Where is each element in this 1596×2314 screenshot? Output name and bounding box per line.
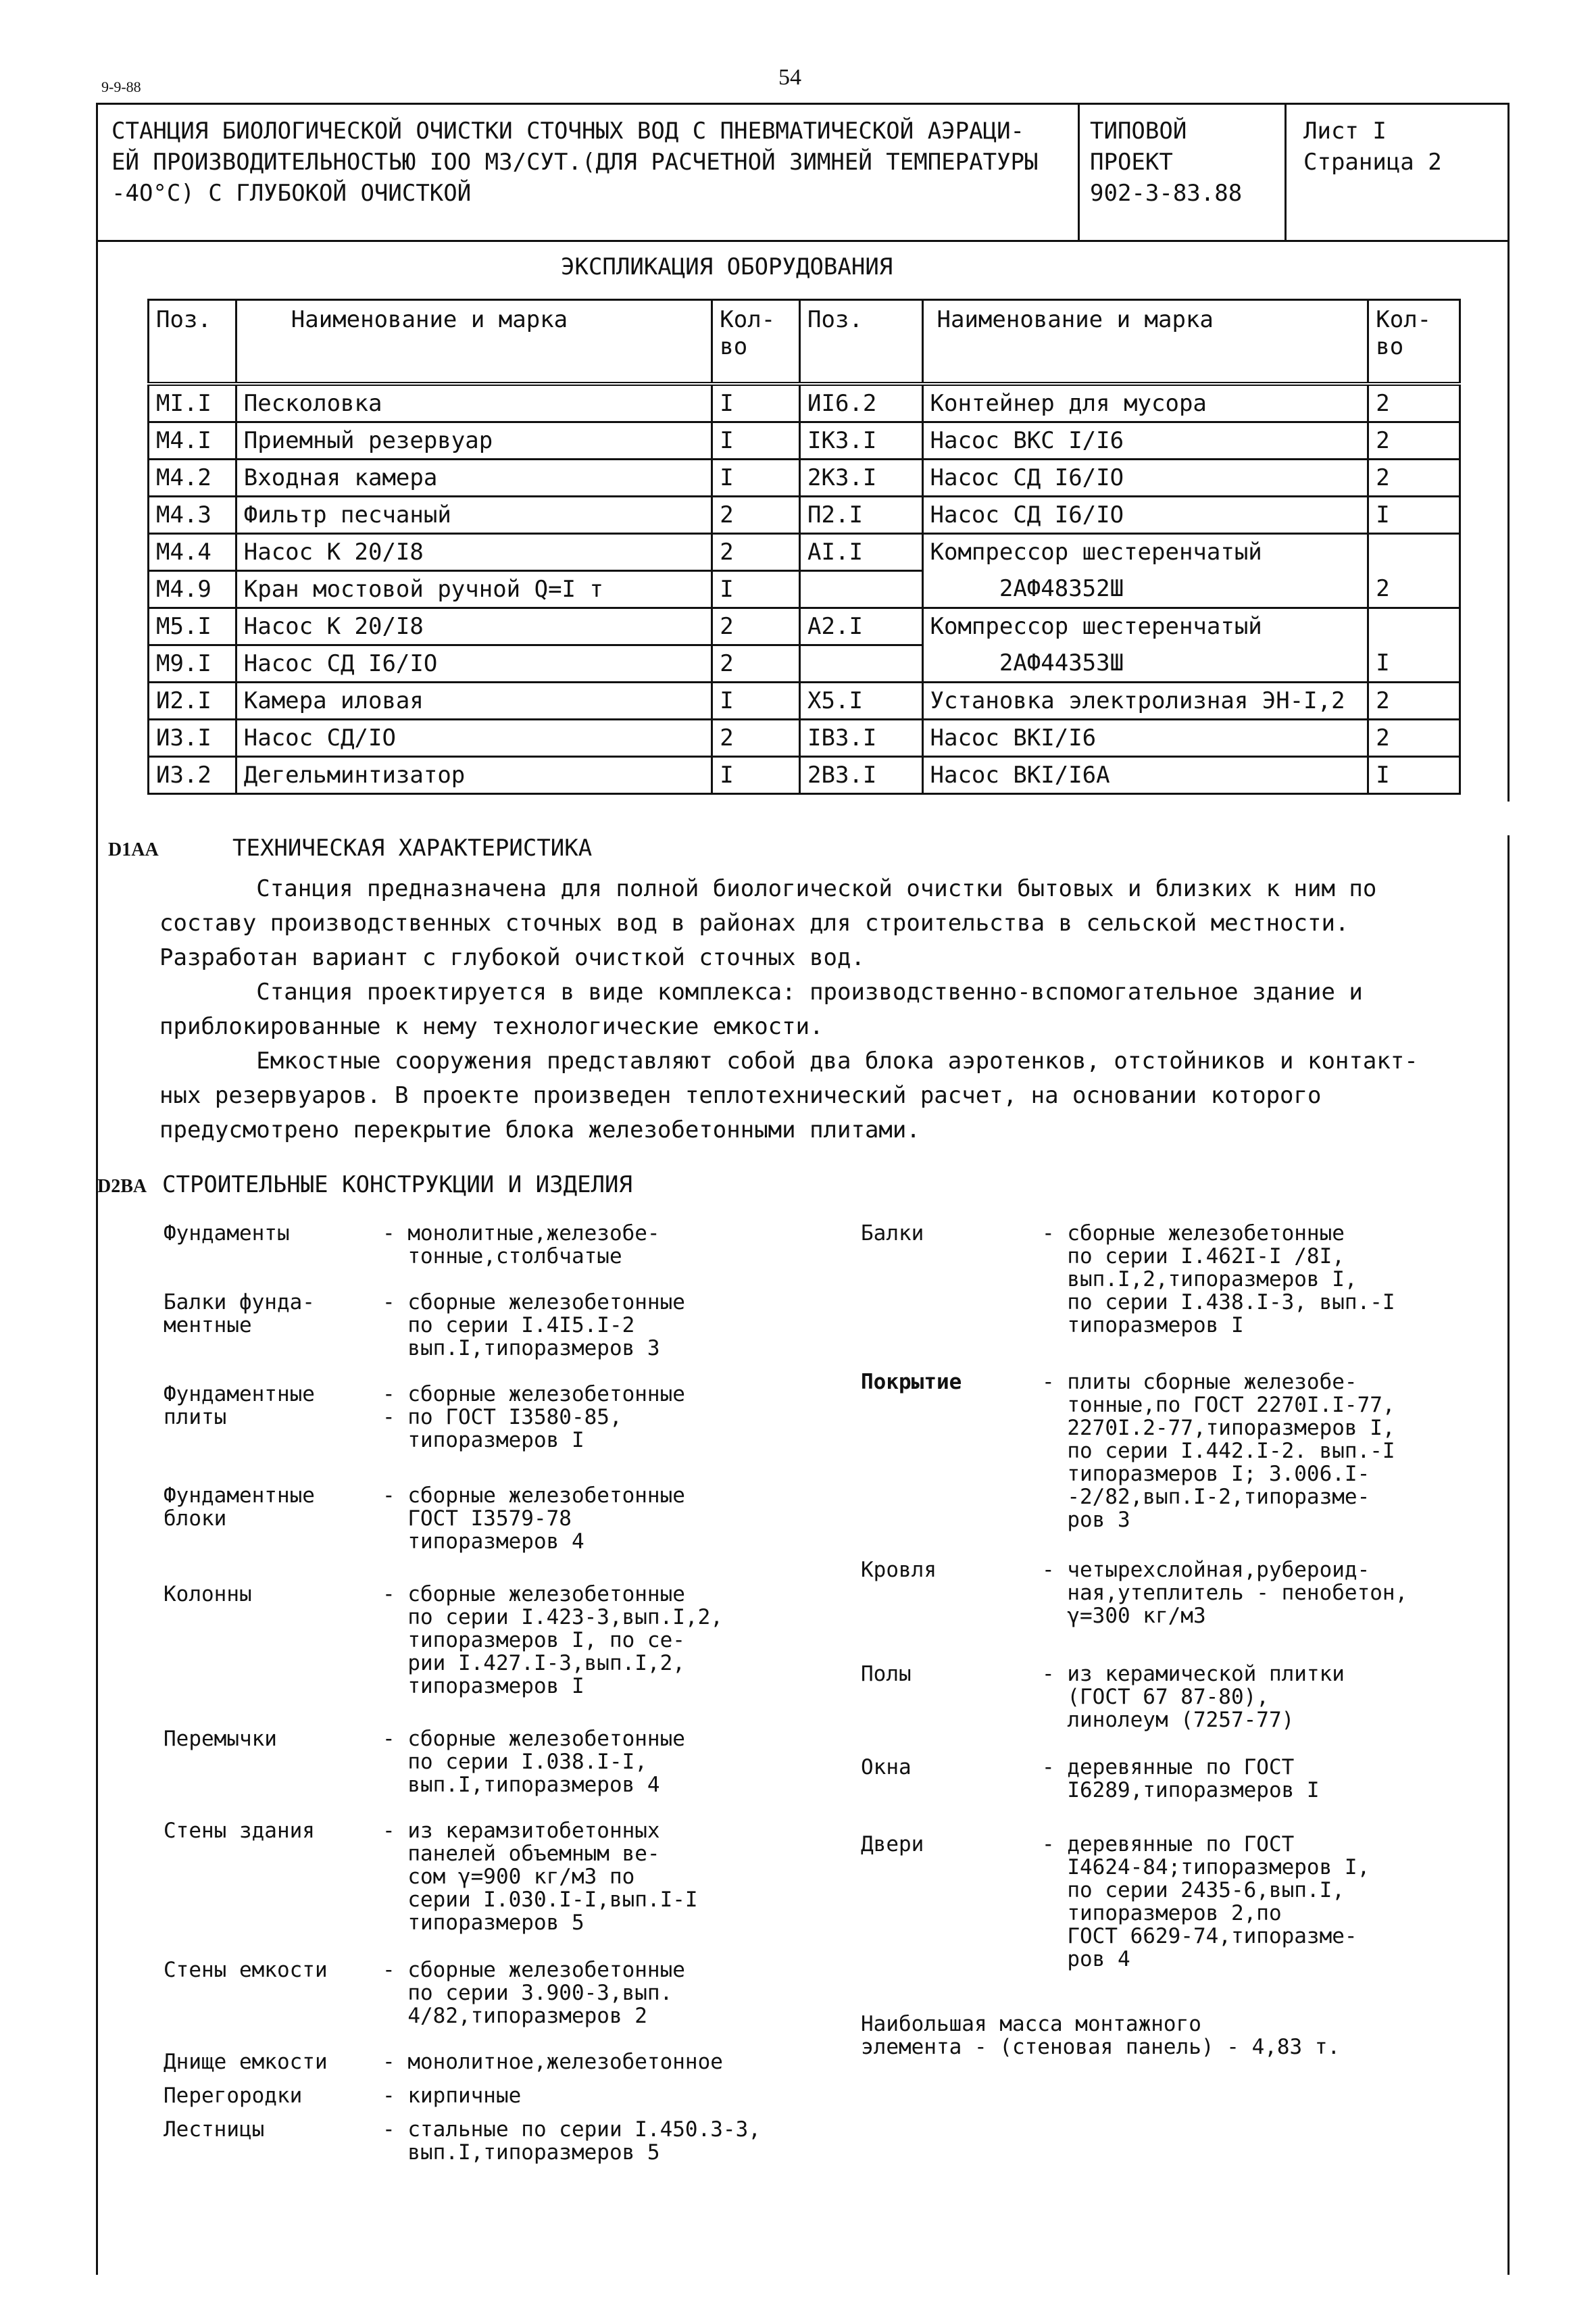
- pos-cell: П2.I: [800, 497, 922, 534]
- name-cell: 2АФ48352Ш: [922, 571, 1368, 608]
- struct-label-doors: Двери: [861, 1832, 924, 1856]
- name-cell: Фильтр песчаный: [236, 497, 712, 534]
- title-line-1: СТАНЦИЯ БИОЛОГИЧЕСКОЙ ОЧИСТКИ СТОЧНЫХ ВОД С ПНЕВМАТИЧЕСКОЙ АЭРАЦИ-: [111, 118, 1025, 145]
- struct-label-foundation-slabs: Фундаментные плиты: [164, 1382, 315, 1429]
- name-cell: Установка электролизная ЭН-I,2: [922, 683, 1368, 720]
- pos-cell: ИI6.2: [800, 384, 922, 422]
- name-cell: Насос СД I6/IO: [922, 497, 1368, 534]
- struct-value-doors: - деревянные по ГОСТ I4624-84;типоразмеров I, по серии 2435-6,вып.I, типоразмеров 2,по ГОСТ 6629-74,типоразме- ров 4: [1042, 1832, 1370, 1971]
- tech-line: приблокированные к нему технологические емкости.: [159, 1013, 824, 1040]
- sheet-number: Лист I: [1303, 118, 1387, 145]
- struct-label-foundation-beams: Балки фунда- ментные: [164, 1290, 315, 1337]
- pos-cell: X5.I: [800, 683, 922, 720]
- title-line-3: -4O°С) С ГЛУБОКОЙ ОЧИСТКОЙ: [111, 180, 472, 207]
- struct-value-foundations: - монолитные,железобе- тонные,столбчатые: [382, 1221, 660, 1269]
- struct-label-stairs: Лестницы: [164, 2117, 265, 2142]
- struct-label-tank-bottom: Днище емкости: [164, 2050, 328, 2074]
- tech-line: Емкостные сооружения представляют собой два блока аэротенков, отстойников и контакт-: [159, 1048, 1418, 1075]
- equipment-header-row: [149, 300, 1460, 385]
- max-mass-note: Наибольшая масса монтажного элемента - (стеновая панель) - 4,83 т.: [861, 2012, 1341, 2059]
- name-cell: Дегельминтизатор: [236, 757, 712, 794]
- name-cell: Компрессор шестеренчатый: [922, 534, 1368, 571]
- struct-label-foundation-blocks: Фундаментные блоки: [164, 1483, 315, 1531]
- struct-label-columns: Колонны: [164, 1582, 252, 1606]
- struct-value-building-walls: - из керамзитобетонных панелей объемным ве- сом γ=900 кг/м3 по серии I.030.I-I,вып.I-I типоразмеров 5: [382, 1819, 698, 1935]
- frame-right-lower: [1507, 835, 1510, 2275]
- name-cell: Контейнер для мусора: [922, 384, 1368, 422]
- name-cell: Насос СД I6/IO: [922, 460, 1368, 497]
- pos-cell: 2K3.I: [800, 460, 922, 497]
- name-cell: Насос ВКI/I6А: [922, 757, 1368, 794]
- table-row: [149, 384, 1460, 422]
- section-mark-d2ba: D2BA: [97, 1176, 147, 1197]
- qty-cell: 2: [712, 534, 800, 571]
- frame-right-upper: [1507, 241, 1510, 802]
- struct-value-lintels: - сборные железобетонные по серии I.038.I-I, вып.I,типоразмеров 4: [382, 1727, 685, 1797]
- header-name-1: Наименование и марка: [236, 300, 712, 385]
- pos-cell: IB3.I: [800, 720, 922, 757]
- table-row: [149, 608, 1460, 645]
- qty-cell: 2: [1368, 571, 1460, 608]
- struct-label-floors: Полы: [861, 1662, 912, 1686]
- pos-cell: И3.I: [149, 720, 236, 757]
- name-cell: Приемный резервуар: [236, 422, 712, 460]
- name-cell: Насос К 20/I8: [236, 534, 712, 571]
- project-label: ПРОЕКТ: [1090, 149, 1173, 176]
- pos-cell: AI.I: [800, 534, 922, 571]
- struct-value-columns: - сборные железобетонные по серии I.423-3,вып.I,2, типоразмеров I, по се- рии I.427.I-3,вып.I,2, типоразмеров I: [382, 1582, 723, 1698]
- qty-cell: I: [712, 384, 800, 422]
- tech-line: ных резервуаров. В проекте произведен теплотехнический расчет, на основании которого: [159, 1082, 1322, 1109]
- struct-label-windows: Окна: [861, 1755, 912, 1779]
- struct-label-building-walls: Стены здания: [164, 1819, 315, 1843]
- table-row: [149, 497, 1460, 534]
- tech-heading: ТЕХНИЧЕСКАЯ ХАРАКТЕРИСТИКА: [232, 835, 593, 862]
- struct-value-foundation-blocks: - сборные железобетонные ГОСТ I3579-78 типоразмеров 4: [382, 1483, 685, 1554]
- struct-label-foundations: Фундаменты: [164, 1221, 290, 1246]
- page-number: 54: [778, 65, 801, 90]
- qty-cell: 2: [712, 608, 800, 645]
- qty-cell: I: [1368, 757, 1460, 794]
- qty-cell: I: [712, 422, 800, 460]
- header-name-2: Наименование и марка: [922, 300, 1368, 385]
- table-row: [149, 645, 1460, 683]
- section-mark-d1aa: D1AA: [108, 839, 159, 860]
- struct-label-roof: Кровля: [861, 1558, 937, 1582]
- tech-line: составу производственных сточных вод в районах для строительства в сельской местности.: [159, 910, 1349, 937]
- pos-cell: [800, 645, 922, 683]
- qty-cell: 2: [712, 720, 800, 757]
- struct-value-partitions: - кирпичные: [382, 2084, 522, 2108]
- struct-value-beams: - сборные железобетонные по серии I.462I-I /8I, вып.I,2,типоразмеров I, по серии I.438.I-3, вып.-I типоразмеров I: [1042, 1221, 1395, 1337]
- pos-cell: M4.4: [149, 534, 236, 571]
- qty-cell: I: [712, 683, 800, 720]
- pos-cell: M4.9: [149, 571, 236, 608]
- struct-value-foundation-slabs: - сборные железобетонные - по ГОСТ I3580-85, типоразмеров I: [382, 1382, 685, 1452]
- pos-cell: M4.2: [149, 460, 236, 497]
- qty-cell: I: [712, 757, 800, 794]
- frame-left: [96, 241, 98, 2275]
- structures-heading: СТРОИТЕЛЬНЫЕ КОНСТРУКЦИИ И ИЗДЕЛИЯ: [162, 1171, 632, 1198]
- name-cell: Компрессор шестеренчатый: [922, 608, 1368, 645]
- qty-cell: I: [1368, 645, 1460, 683]
- struct-value-tank-walls: - сборные железобетонные по серии 3.900-3,вып. 4/82,типоразмеров 2: [382, 1958, 685, 2028]
- struct-value-foundation-beams: - сборные железобетонные по серии I.4I5.I-2 вып.I,типоразмеров 3: [382, 1290, 685, 1360]
- struct-label-roofing-slabs: Покрытие: [861, 1370, 962, 1394]
- name-cell: Камера иловая: [236, 683, 712, 720]
- header-pos-2: Поз.: [800, 300, 922, 385]
- table-row: [149, 757, 1460, 794]
- name-cell: Насос СД/IO: [236, 720, 712, 757]
- qty-cell: [1368, 608, 1460, 645]
- qty-cell: 2: [712, 497, 800, 534]
- pos-cell: 2B3.I: [800, 757, 922, 794]
- table-row: [149, 460, 1460, 497]
- tech-line: предусмотрено перекрытие блока железобетонными плитами.: [159, 1116, 920, 1143]
- tech-paragraph: [159, 872, 1418, 1148]
- qty-cell: [1368, 534, 1460, 571]
- name-cell: Песколовка: [236, 384, 712, 422]
- pos-cell: M9.I: [149, 645, 236, 683]
- header-pos-1: Поз.: [149, 300, 236, 385]
- pos-cell: M4.3: [149, 497, 236, 534]
- name-cell: Кран мостовой ручной Q=I т: [236, 571, 712, 608]
- pos-cell: MI.I: [149, 384, 236, 422]
- name-cell: Насос К 20/I8: [236, 608, 712, 645]
- tech-line: Разработан вариант с глубокой очисткой сточных вод.: [159, 944, 865, 971]
- header-qty-1: Кол- во: [712, 300, 800, 385]
- equipment-table: [147, 299, 1461, 795]
- pos-cell: [800, 571, 922, 608]
- table-row: [149, 571, 1460, 608]
- page-label: Страница 2: [1303, 149, 1442, 176]
- struct-label-tank-walls: Стены емкости: [164, 1958, 328, 1982]
- struct-label-partitions: Перегородки: [164, 2084, 303, 2108]
- header-qty-2: Кол- во: [1368, 300, 1460, 385]
- project-number: 902-3-83.88: [1090, 180, 1243, 207]
- qty-cell: 2: [1368, 422, 1460, 460]
- struct-value-tank-bottom: - монолитное,железобетонное: [382, 2050, 723, 2074]
- project-type: ТИПОВОЙ: [1090, 118, 1187, 145]
- struct-value-roofing-slabs: - плиты сборные железобе- тонные,по ГОСТ 2270I.I-77, 2270I.2-77,типоразмеров I, по серии I.442.I-2. вып.-I типоразмеров I; 3.006.I- -2/82,вып.I-2,типоразме- ров 3: [1042, 1370, 1395, 1532]
- qty-cell: 2: [1368, 720, 1460, 757]
- name-cell: Насос ВКI/I6: [922, 720, 1368, 757]
- qty-cell: I: [712, 571, 800, 608]
- struct-value-floors: - из керамической плитки (ГОСТ 67 87-80), линолеум (7257-77): [1042, 1662, 1345, 1732]
- document-code: 9-9-88: [101, 78, 141, 95]
- equipment-heading: ЭКСПЛИКАЦИЯ ОБОРУДОВАНИЯ: [561, 253, 893, 280]
- name-cell: Насос ВКС I/I6: [922, 422, 1368, 460]
- pos-cell: A2.I: [800, 608, 922, 645]
- table-row: [149, 720, 1460, 757]
- pos-cell: M5.I: [149, 608, 236, 645]
- pos-cell: IK3.I: [800, 422, 922, 460]
- qty-cell: 2: [1368, 384, 1460, 422]
- tech-line: Станция проектируется в виде комплекса: производственно-вспомогательное здание и: [159, 979, 1363, 1006]
- pos-cell: M4.I: [149, 422, 236, 460]
- qty-cell: 2: [1368, 460, 1460, 497]
- name-cell: Насос СД I6/IO: [236, 645, 712, 683]
- qty-cell: 2: [712, 645, 800, 683]
- struct-label-beams: Балки: [861, 1221, 924, 1246]
- table-row: [149, 422, 1460, 460]
- name-cell: Входная камера: [236, 460, 712, 497]
- tech-line: Станция предназначена для полной биологической очистки бытовых и близких к ним по: [159, 875, 1377, 902]
- qty-cell: I: [712, 460, 800, 497]
- pos-cell: И2.I: [149, 683, 236, 720]
- qty-cell: I: [1368, 497, 1460, 534]
- name-cell: 2АФ44353Ш: [922, 645, 1368, 683]
- title-line-2: ЕЙ ПРОИЗВОДИТЕЛЬНОСТЬЮ IOO М3/СУТ.(ДЛЯ РАСЧЕТНОЙ ЗИМНЕЙ ТЕМПЕРАТУРЫ: [111, 149, 1039, 176]
- qty-cell: 2: [1368, 683, 1460, 720]
- struct-label-lintels: Перемычки: [164, 1727, 277, 1751]
- struct-value-roof: - четырехслойная,рубероид- ная,утеплитель - пенобетон, γ=300 кг/м3: [1042, 1558, 1408, 1628]
- title-block: [96, 103, 1510, 242]
- struct-value-windows: - деревянные по ГОСТ I6289,типоразмеров I: [1042, 1755, 1320, 1802]
- table-row: [149, 683, 1460, 720]
- struct-value-stairs: - стальные по серии I.450.3-3, вып.I,типоразмеров 5: [382, 2117, 761, 2165]
- pos-cell: И3.2: [149, 757, 236, 794]
- table-row: [149, 534, 1460, 571]
